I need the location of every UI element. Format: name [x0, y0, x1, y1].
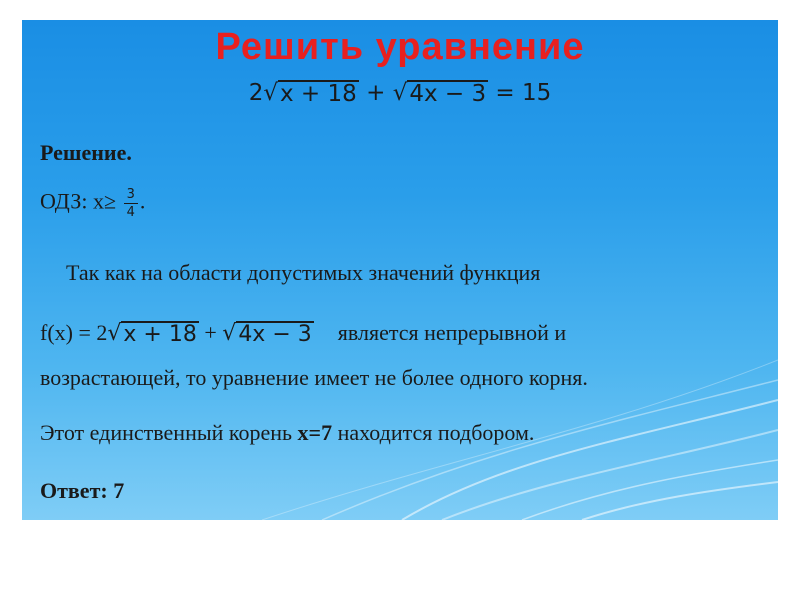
eq-rhs: = 15 [488, 80, 552, 106]
root-value: x=7 [297, 420, 333, 445]
sqrt-2 [393, 80, 488, 107]
paragraph-2: возрастающей, то уравнение имеет не более одного корня. [40, 365, 588, 390]
solution-label: Решение. [40, 140, 132, 165]
root-line [40, 420, 534, 446]
radical-icon: √ [222, 321, 237, 346]
func-prefix: f(x) = 2 [40, 320, 108, 345]
frac-denominator: 4 [126, 205, 135, 220]
sqrt-1 [263, 80, 358, 107]
radical-icon: √ [392, 80, 408, 106]
slide [22, 20, 778, 520]
root-before: Этот единственный корень [40, 420, 298, 445]
eq-plus: + [358, 80, 393, 106]
odz-line [40, 188, 145, 219]
frac-numerator: 3 [124, 188, 138, 204]
paragraph-1: Так как на области допустимых значений функция [66, 260, 541, 285]
radical-icon: √ [107, 321, 122, 346]
func-plus: + [198, 320, 223, 345]
answer: Ответ: 7 [40, 478, 125, 503]
eq-radicand-1: x + 18 [280, 81, 357, 107]
root-after: находится подбором. [332, 420, 535, 445]
func-sqrt-1 [107, 321, 198, 347]
func-radicand-2: 4x − 3 [238, 322, 312, 347]
func-radicand-1: x + 18 [123, 322, 197, 347]
func-suffix: является непрерывной и [337, 320, 567, 345]
equation [22, 80, 778, 107]
odz-prefix: ОДЗ: x≥ [40, 188, 117, 214]
odz-fraction [124, 188, 138, 219]
func-sqrt-2 [222, 321, 313, 347]
odz-suffix: . [139, 188, 146, 214]
radical-icon: √ [263, 80, 278, 106]
function-line [40, 320, 566, 347]
eq-radicand-2: 4x − 3 [409, 81, 487, 107]
slide-title: Решить уравнение [215, 26, 585, 68]
eq-coef: 2 [248, 80, 264, 106]
